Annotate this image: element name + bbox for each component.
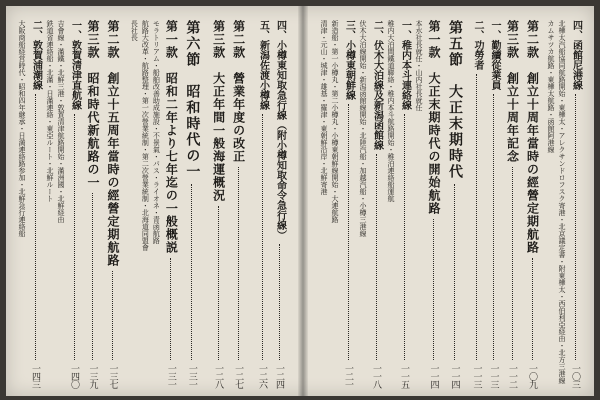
page-number: 一三一: [165, 364, 176, 388]
toc-entry-title: 第五節 大正末期時代: [447, 20, 463, 180]
dot-leader: [262, 114, 264, 360]
page-number: 一一三: [471, 364, 482, 388]
column-gap: [543, 20, 546, 396]
toc-item-entry[interactable]: [370, 20, 383, 396]
toc-sub-entry[interactable]: [17, 20, 26, 396]
toc-item-entry[interactable]: [569, 20, 582, 396]
dot-leader: [476, 74, 478, 360]
toc-entry-title: 二、伏木大泊線及新潟函館線: [371, 20, 383, 150]
toc-sub-entry[interactable]: [45, 20, 54, 396]
toc-chapter-entry[interactable]: [505, 20, 521, 396]
page-number: 一四〇: [69, 364, 80, 388]
dot-leader: [74, 114, 76, 360]
column-gap: [466, 20, 469, 396]
page-number: 一三九: [87, 364, 98, 388]
page-number: 一二六: [257, 364, 267, 388]
toc-entry-title: 五、新潟佐渡小樽線: [257, 20, 269, 110]
dot-leader: [279, 244, 281, 360]
toc-entry-title: 第三款 創立十周年記念: [505, 20, 520, 163]
toc-item-entry[interactable]: [256, 20, 269, 396]
toc-entry-title: 第六節 昭和時代の一: [184, 20, 201, 180]
toc-chapter-entry[interactable]: [85, 20, 101, 396]
toc-entry-title: 大阪商船経営時代・昭和四年継承・日満連絡路参加・北鮮急行連絡船: [18, 20, 27, 237]
toc-chapter-entry[interactable]: [426, 20, 442, 396]
dot-leader: [35, 94, 37, 360]
toc-entry-title: 吉會線・滿鐵・北鮮三港・敦賀清津航路開始・滿洲國・北鮮経由: [57, 20, 66, 223]
toc-entry-title: モラトリアム・船舶改善助成施設・不景氣・パス・ライオネ・青函航路: [152, 20, 161, 244]
right-page: [308, 6, 594, 396]
dot-leader: [348, 104, 350, 360]
toc-chapter-entry[interactable]: [163, 20, 179, 396]
toc-entry-title: 新造船・第一小樽丸・第二小樽丸・小樽東朝鮮線開始・大連航路: [331, 20, 339, 223]
toc-entry-title: 伏木大泊線開始・新潟函館線開始・北陸汽船・加越汽船・小樽三港線: [359, 20, 367, 237]
toc-sub-entry[interactable]: [358, 20, 367, 396]
toc-entry-title: 四、小樽東知取急行線（附小樽知取命令急行線）: [274, 20, 286, 240]
page-number: 一二八: [213, 364, 224, 388]
toc-entry-title: 第二款 創立十周年當時の經營定期航路: [525, 20, 540, 254]
page-number: 一一八: [371, 364, 381, 388]
dot-leader: [92, 193, 94, 360]
toc-entry-title: 四、函館尼港線: [570, 20, 582, 90]
toc-entry-title: 第二款 營業年度の改正: [231, 20, 246, 163]
toc-sub-entry[interactable]: [56, 20, 65, 396]
toc-section-heading[interactable]: [446, 20, 464, 396]
dot-leader: [191, 184, 193, 360]
toc-entry-title: 長社長: [130, 20, 139, 41]
toc-sub-entry[interactable]: [330, 20, 339, 396]
toc-sub-entry[interactable]: [129, 20, 138, 396]
dot-leader: [532, 258, 534, 360]
toc-entry-title: 鉄道省連絡船・北滿・日滿連絡・東亞ルート・北鮮ルート: [46, 20, 55, 202]
toc-chapter-entry[interactable]: [211, 20, 227, 396]
toc-entry-title: 一、敦賀清津直航線: [69, 20, 81, 110]
toc-sub-entry[interactable]: [557, 20, 566, 396]
column-gap: [123, 20, 128, 396]
page-number: 一二四: [274, 364, 284, 388]
page-number: 一三七: [107, 364, 118, 388]
toc-entry-title: 三、小樽東朝鮮線: [343, 20, 355, 100]
toc-item-entry[interactable]: [68, 20, 81, 396]
toc-entry-title: 清津・元山・城津・雄基・羅津・東朝鮮沿岸・北鮮寄港: [320, 20, 328, 195]
toc-entry-title: 航路大改革・航路整理・第一次營業統制・第二次營業統制・北海道同盟會: [141, 20, 150, 251]
toc-entry-title: 第三款 大正年間一般海運概況: [211, 20, 226, 202]
toc-entry-title: 二、敦賀浦潮線: [30, 20, 42, 90]
left-page: [6, 6, 298, 396]
page-number: 一二一: [343, 364, 353, 388]
page-number: 一〇九: [527, 364, 537, 388]
dot-leader: [404, 114, 406, 360]
toc-entry-title: 北樺太汽船協同航路開始・東樺太・アレクサンドロフスク寄港・北京議定書・附東樺太・西伯利亞経由・北方三港線: [558, 20, 566, 384]
dot-leader: [454, 184, 456, 360]
page-number: 一一三: [488, 364, 499, 388]
toc-item-entry[interactable]: [273, 20, 286, 396]
dot-leader: [433, 219, 435, 360]
toc-chapter-entry[interactable]: [525, 20, 541, 396]
toc-entry-title: カムサツカ航路・東樺太航路・函館阿港線: [547, 20, 555, 153]
page-number: 一一四: [449, 364, 460, 388]
toc-chapter-entry[interactable]: [231, 20, 247, 396]
toc-entry-title: 一、勤續從業員: [489, 20, 500, 90]
toc-item-entry[interactable]: [29, 20, 42, 396]
toc-sub-entry[interactable]: [140, 20, 149, 396]
toc-entry-title: 第三款 昭和時代新航路の一: [86, 20, 101, 189]
book-gutter: [298, 6, 308, 396]
page-number: 一一四: [428, 364, 439, 388]
dot-leader: [170, 258, 172, 360]
page-number: 一〇三: [570, 364, 580, 388]
toc-entry-title: 第一款 昭和二年より七年迄の一般概説: [164, 20, 179, 254]
toc-entry-title: 稚内大泊間鐵道聯絡・稚内本斗航路開始・稚泊連絡船運航: [387, 20, 395, 202]
dot-leader: [575, 94, 577, 360]
toc-sub-entry[interactable]: [386, 20, 395, 396]
page-number: 一一二: [507, 364, 517, 388]
toc-entry-title: 一、稚内本斗連絡線: [399, 20, 411, 110]
dot-leader: [238, 167, 240, 360]
page-number: 一三一: [186, 364, 197, 388]
toc-item-entry[interactable]: [342, 20, 355, 396]
toc-sub-entry[interactable]: [546, 20, 555, 396]
toc-sub-entry[interactable]: [151, 20, 160, 396]
toc-section-heading[interactable]: [183, 20, 201, 396]
toc-sub-entry[interactable]: [414, 20, 423, 396]
dot-leader: [493, 94, 495, 360]
book-spread: [6, 6, 594, 396]
toc-entry-title: 本水社長就任・山内社長就任: [415, 20, 423, 111]
toc-entry-title: 第二款 創立十五周年當時の經營定期航路: [106, 20, 121, 267]
page-number: 一四三: [30, 364, 41, 388]
toc-item-entry[interactable]: [398, 20, 411, 396]
toc-entry-title: 第一款 大正末期時代の開始航路: [427, 20, 441, 215]
toc-item-entry[interactable]: [471, 20, 484, 396]
toc-entry-title: 二、功勞者: [472, 20, 483, 70]
toc-chapter-entry[interactable]: [105, 20, 121, 396]
page-number: 一二七: [233, 364, 244, 388]
dot-leader: [112, 271, 114, 360]
toc-item-entry[interactable]: [488, 20, 501, 396]
dot-leader: [512, 167, 514, 360]
page-number: 一一五: [399, 364, 409, 388]
column-gap: [249, 20, 254, 396]
toc-sub-entry[interactable]: [319, 20, 328, 396]
dot-leader: [376, 154, 378, 360]
dot-leader: [218, 206, 220, 360]
column-gap: [203, 20, 208, 396]
